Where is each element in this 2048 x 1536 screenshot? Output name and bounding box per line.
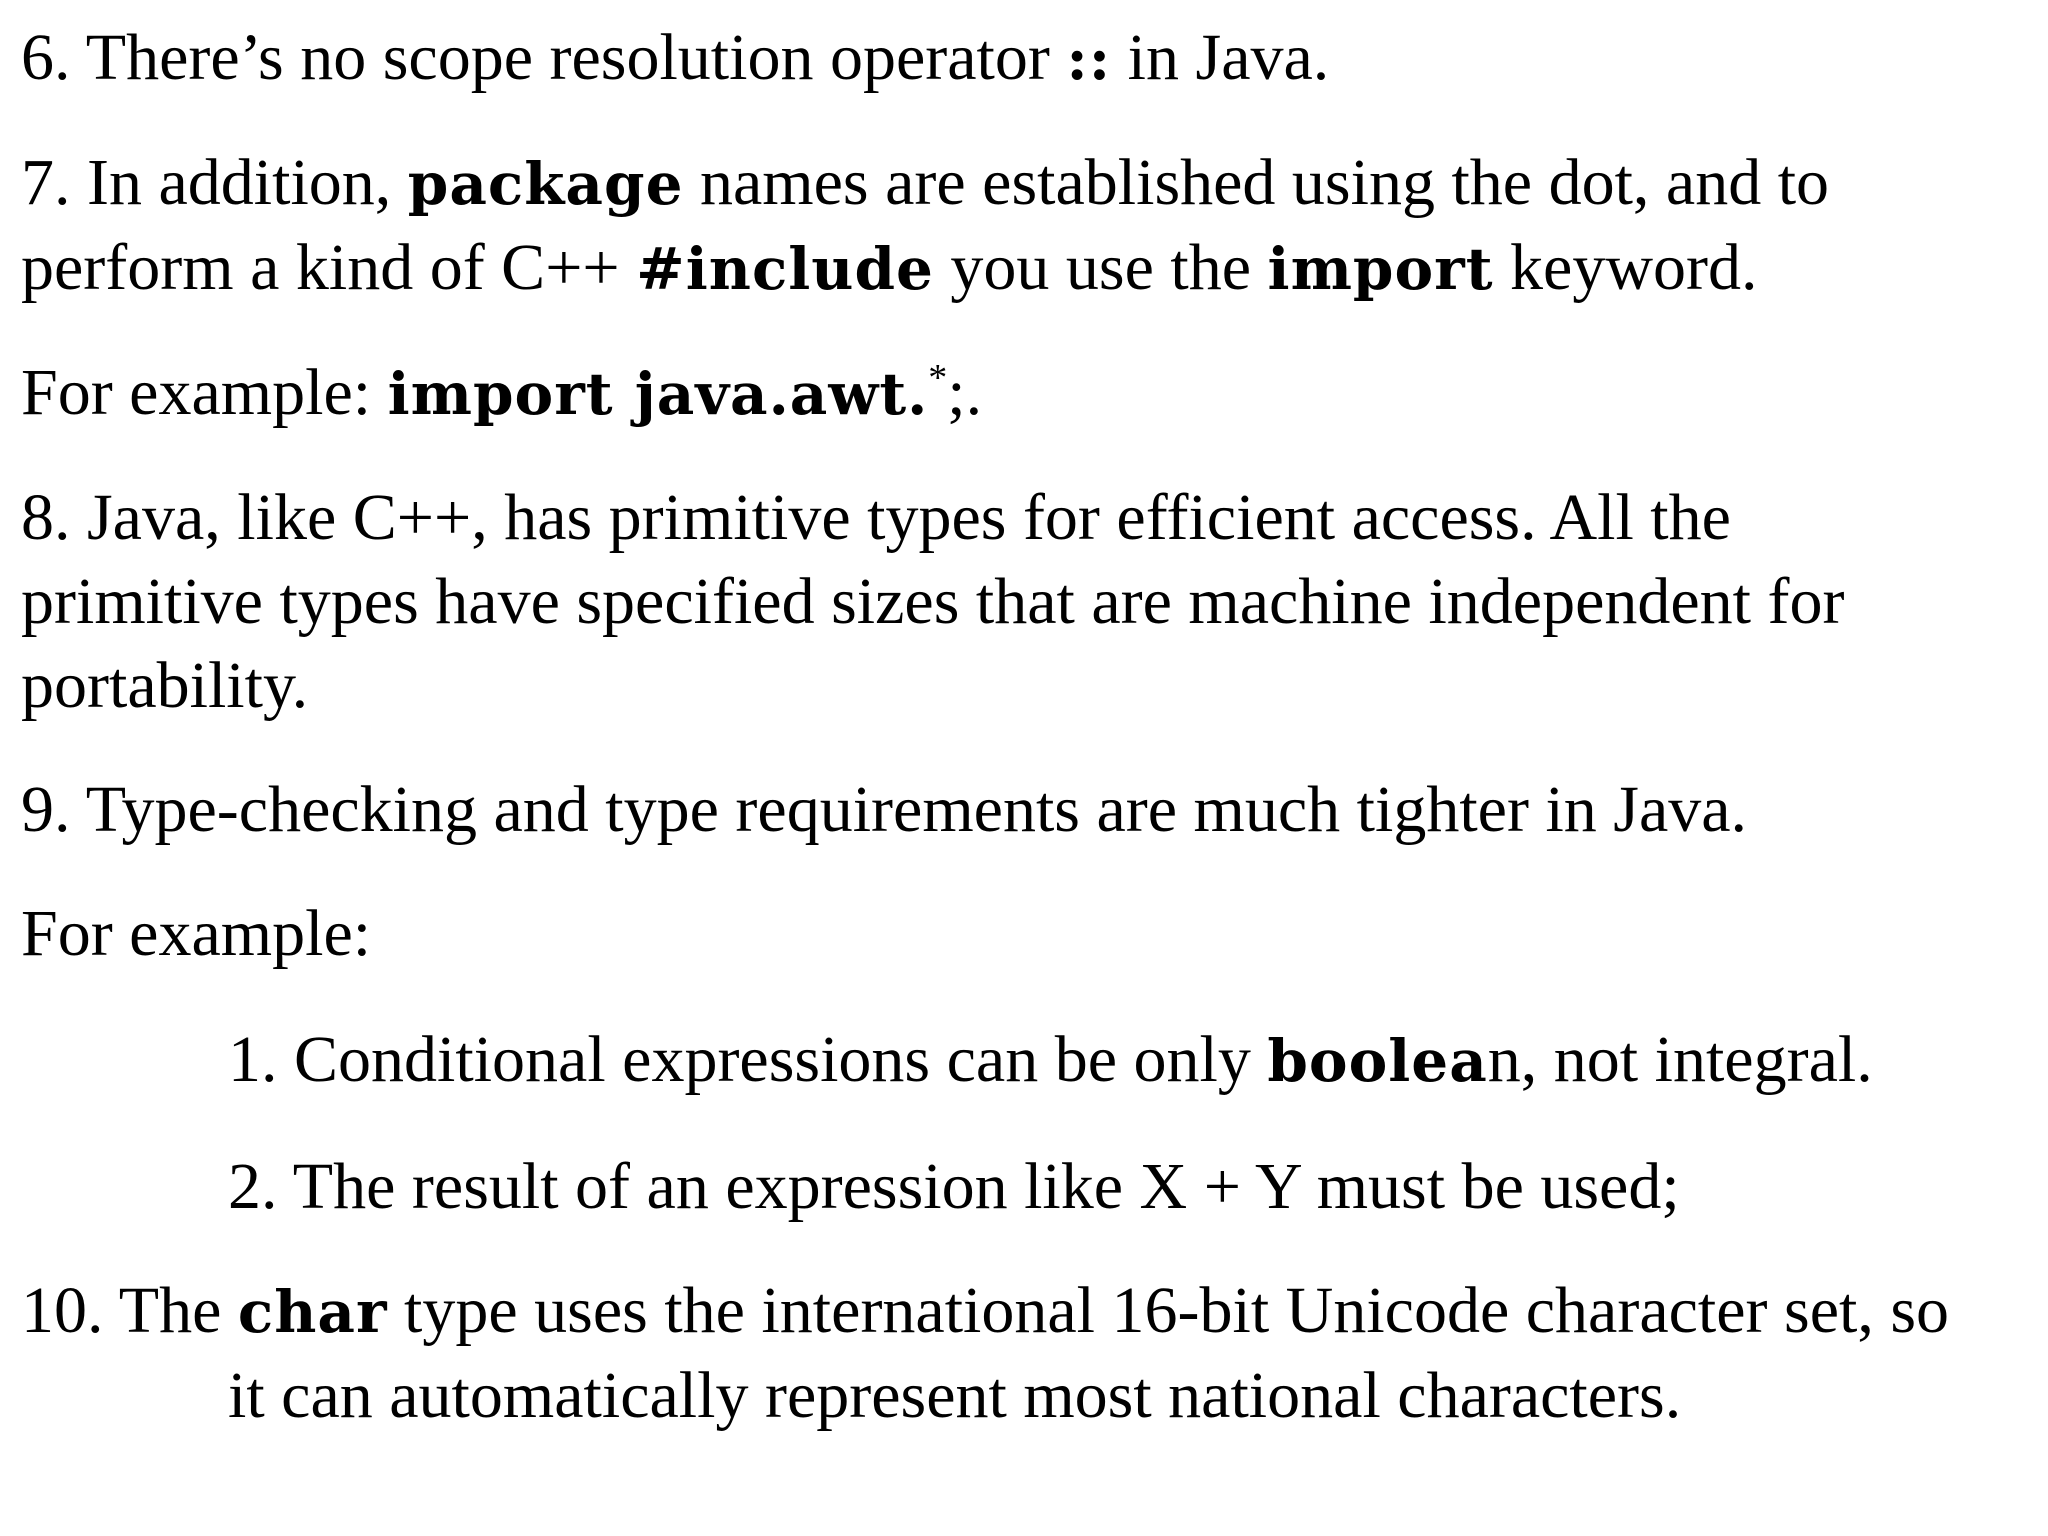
item-8-line-3: portability.: [21, 649, 309, 722]
sub-item-1: [21, 1018, 2031, 1103]
item-8-line-2: primitive types have specified sizes that are machine independent for: [21, 565, 1845, 638]
item-7-line-2: [21, 226, 2031, 311]
item-10-text-cont: type uses the international 16-bit Unicode character set, so: [387, 1274, 1950, 1347]
example-1-label: For example:: [21, 356, 388, 429]
boolean-keyword: boolea: [1267, 1027, 1488, 1095]
item-8-line-1: 8. Java, like C++, has primitive types for efficient access. All the: [21, 481, 1731, 554]
item-10-text: 10. The: [21, 1274, 238, 1347]
sub-item-1-text-end: n, not integral.: [1487, 1023, 1873, 1096]
item-8: [21, 476, 2031, 728]
import-statement-code: import java.awt.: [387, 360, 929, 428]
item-6-text: 6. There’s no scope resolution operator: [21, 21, 1067, 94]
item-7-text-2: perform a kind of C++: [21, 231, 637, 304]
example-2-label: For example:: [21, 897, 372, 970]
item-7-line-1: [21, 141, 2031, 226]
item-6-text-end: in Java.: [1111, 21, 1330, 94]
item-10: [21, 1269, 2031, 1438]
document-body: [21, 16, 2031, 1438]
example-1: [21, 351, 2031, 436]
package-keyword: package: [407, 150, 684, 218]
wildcard-star: *: [928, 357, 948, 399]
sub-item-2-text: 2. The result of an expression like X + Y must be used;: [228, 1150, 1680, 1223]
sub-item-2: [21, 1145, 2031, 1229]
item-10-line-1: [21, 1269, 2031, 1354]
item-7-text-3: you use the: [933, 231, 1268, 304]
sub-item-1-text: 1. Conditional expressions can be only: [228, 1023, 1268, 1096]
item-7-text-cont: names are established using the dot, and to: [683, 146, 1830, 219]
item-9-text: 9. Type-checking and type requirements are much tighter in Java.: [21, 773, 1748, 846]
item-6: [21, 16, 2031, 101]
example-2: [21, 892, 2031, 976]
item-7-text-4: keyword.: [1493, 231, 1758, 304]
item-7-text: 7. In addition,: [21, 146, 408, 219]
item-7: [21, 141, 2031, 311]
item-10-line-2: it can automatically represent most national characters.: [228, 1359, 1682, 1432]
example-1-tail: ;.: [947, 356, 983, 429]
include-keyword: #include: [636, 235, 934, 303]
char-keyword: char: [237, 1278, 388, 1346]
import-keyword: import: [1267, 235, 1494, 303]
scope-operator-keyword: ::: [1066, 25, 1112, 93]
item-9: [21, 768, 2031, 852]
